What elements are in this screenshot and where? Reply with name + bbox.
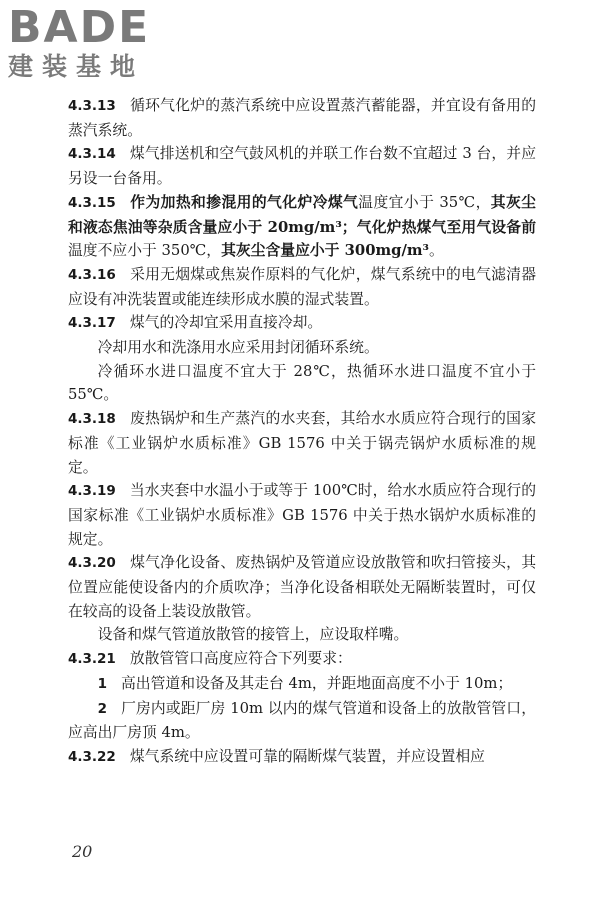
clause-text: 废热锅炉和生产蒸汽的水夹套，其给水水质应符合现行的国家标准《工业锅炉水质标准》GB 1576 中关于锅壳锅炉水质标准的规定。 xyxy=(68,410,536,476)
clause-number: 4.3.19 xyxy=(68,483,116,500)
clause-number: 4.3.20 xyxy=(68,555,116,572)
clause-number: 4.3.17 xyxy=(68,315,116,332)
clause-text: 煤气系统中应设置可靠的隔断煤气装置，并应设置相应 xyxy=(129,747,485,765)
clause-4-3-20 xyxy=(68,551,536,623)
clause-4-3-22 xyxy=(68,745,536,770)
clause-4-3-14 xyxy=(68,142,536,190)
clause-text: 温度宜小于 35℃， xyxy=(358,193,491,211)
clause-4-3-15 xyxy=(68,191,536,263)
list-item xyxy=(68,672,536,697)
clause-text: 。 xyxy=(429,242,444,260)
clause-text: 温度不应小于 350℃， xyxy=(68,242,222,260)
clause-number: 4.3.18 xyxy=(68,411,116,428)
clause-number: 4.3.22 xyxy=(68,748,116,765)
clause-number: 4.3.14 xyxy=(68,146,116,163)
clause-number: 4.3.13 xyxy=(68,98,116,114)
clause-4-3-13 xyxy=(68,94,536,142)
document-body xyxy=(68,94,536,770)
item-number: 1 xyxy=(97,675,107,692)
clause-paragraph: 冷却用水和洗涤用水应采用封闭循环系统。 xyxy=(97,339,379,357)
clause-number: 4.3.15 xyxy=(68,194,116,211)
clause-4-3-16 xyxy=(68,263,536,311)
clause-text-bold: 其灰尘和液态焦油等杂质含量应小于 20mg/m³；气化炉热煤气至用气设备前 xyxy=(68,193,536,236)
clause-text: 当水夹套中水温小于或等于 100℃时，给水水质应符合现行的国家标准《工业锅炉水质标准》GB 1576 中关于热水锅炉水质标准的规定。 xyxy=(68,482,536,548)
clause-text: 循环气化炉的蒸汽系统中应设置蒸汽蓄能器，并宜设有备用的蒸汽系统。 xyxy=(68,97,536,139)
logo-wordmark: BADE xyxy=(8,2,151,53)
clause-4-3-18 xyxy=(68,407,536,479)
clause-text: 煤气净化设备、废热锅炉及管道应设放散管和吹扫管接头，其位置应能使设备内的介质吹净；当净化设备相联处无隔断装置时，可仅在较高的设备上装设放散管。 xyxy=(68,554,536,620)
clause-paragraph: 设备和煤气管道放散管的接管上，应设取样嘴。 xyxy=(97,626,409,644)
item-number: 2 xyxy=(97,700,107,717)
clause-number: 4.3.21 xyxy=(68,651,116,668)
logo-subtitle: 建装基地 xyxy=(8,52,145,81)
clause-paragraph: 冷循环水进口温度不宜大于 28℃，热循环水进口温度不宜小于 55℃。 xyxy=(68,362,536,404)
item-text: 高出管道和设备及其走台 4m，并距地面高度不小于 10m； xyxy=(121,674,513,692)
clause-text: 煤气的冷却宜采用直接冷却。 xyxy=(129,314,323,332)
clause-text: 煤气排送机和空气鼓风机的并联工作台数不宜超过 3 台，并应另设一台备用。 xyxy=(68,145,536,188)
publisher-logo xyxy=(8,4,178,82)
clause-text: 放散管管口高度应符合下列要求： xyxy=(129,650,352,668)
list-item xyxy=(68,697,536,745)
clause-4-3-17 xyxy=(68,311,536,336)
clause-text-bold: 作为加热和掺混用的气化炉冷煤气 xyxy=(129,193,359,211)
page-number: 20 xyxy=(72,842,93,861)
clause-text: 采用无烟煤或焦炭作原料的气化炉，煤气系统中的电气滤清器应设有冲洗装置或能连续形成水膜的湿式装置。 xyxy=(68,265,536,308)
clause-4-3-21 xyxy=(68,647,536,672)
clause-number: 4.3.16 xyxy=(68,266,116,283)
clause-text-bold: 其灰尘含量应小于 300mg/m³ xyxy=(221,242,430,260)
item-text: 厂房内或距厂房 10m 以内的煤气管道和设备上的放散管管口，应高出厂房顶 4m。 xyxy=(68,699,536,742)
clause-4-3-19 xyxy=(68,479,536,551)
